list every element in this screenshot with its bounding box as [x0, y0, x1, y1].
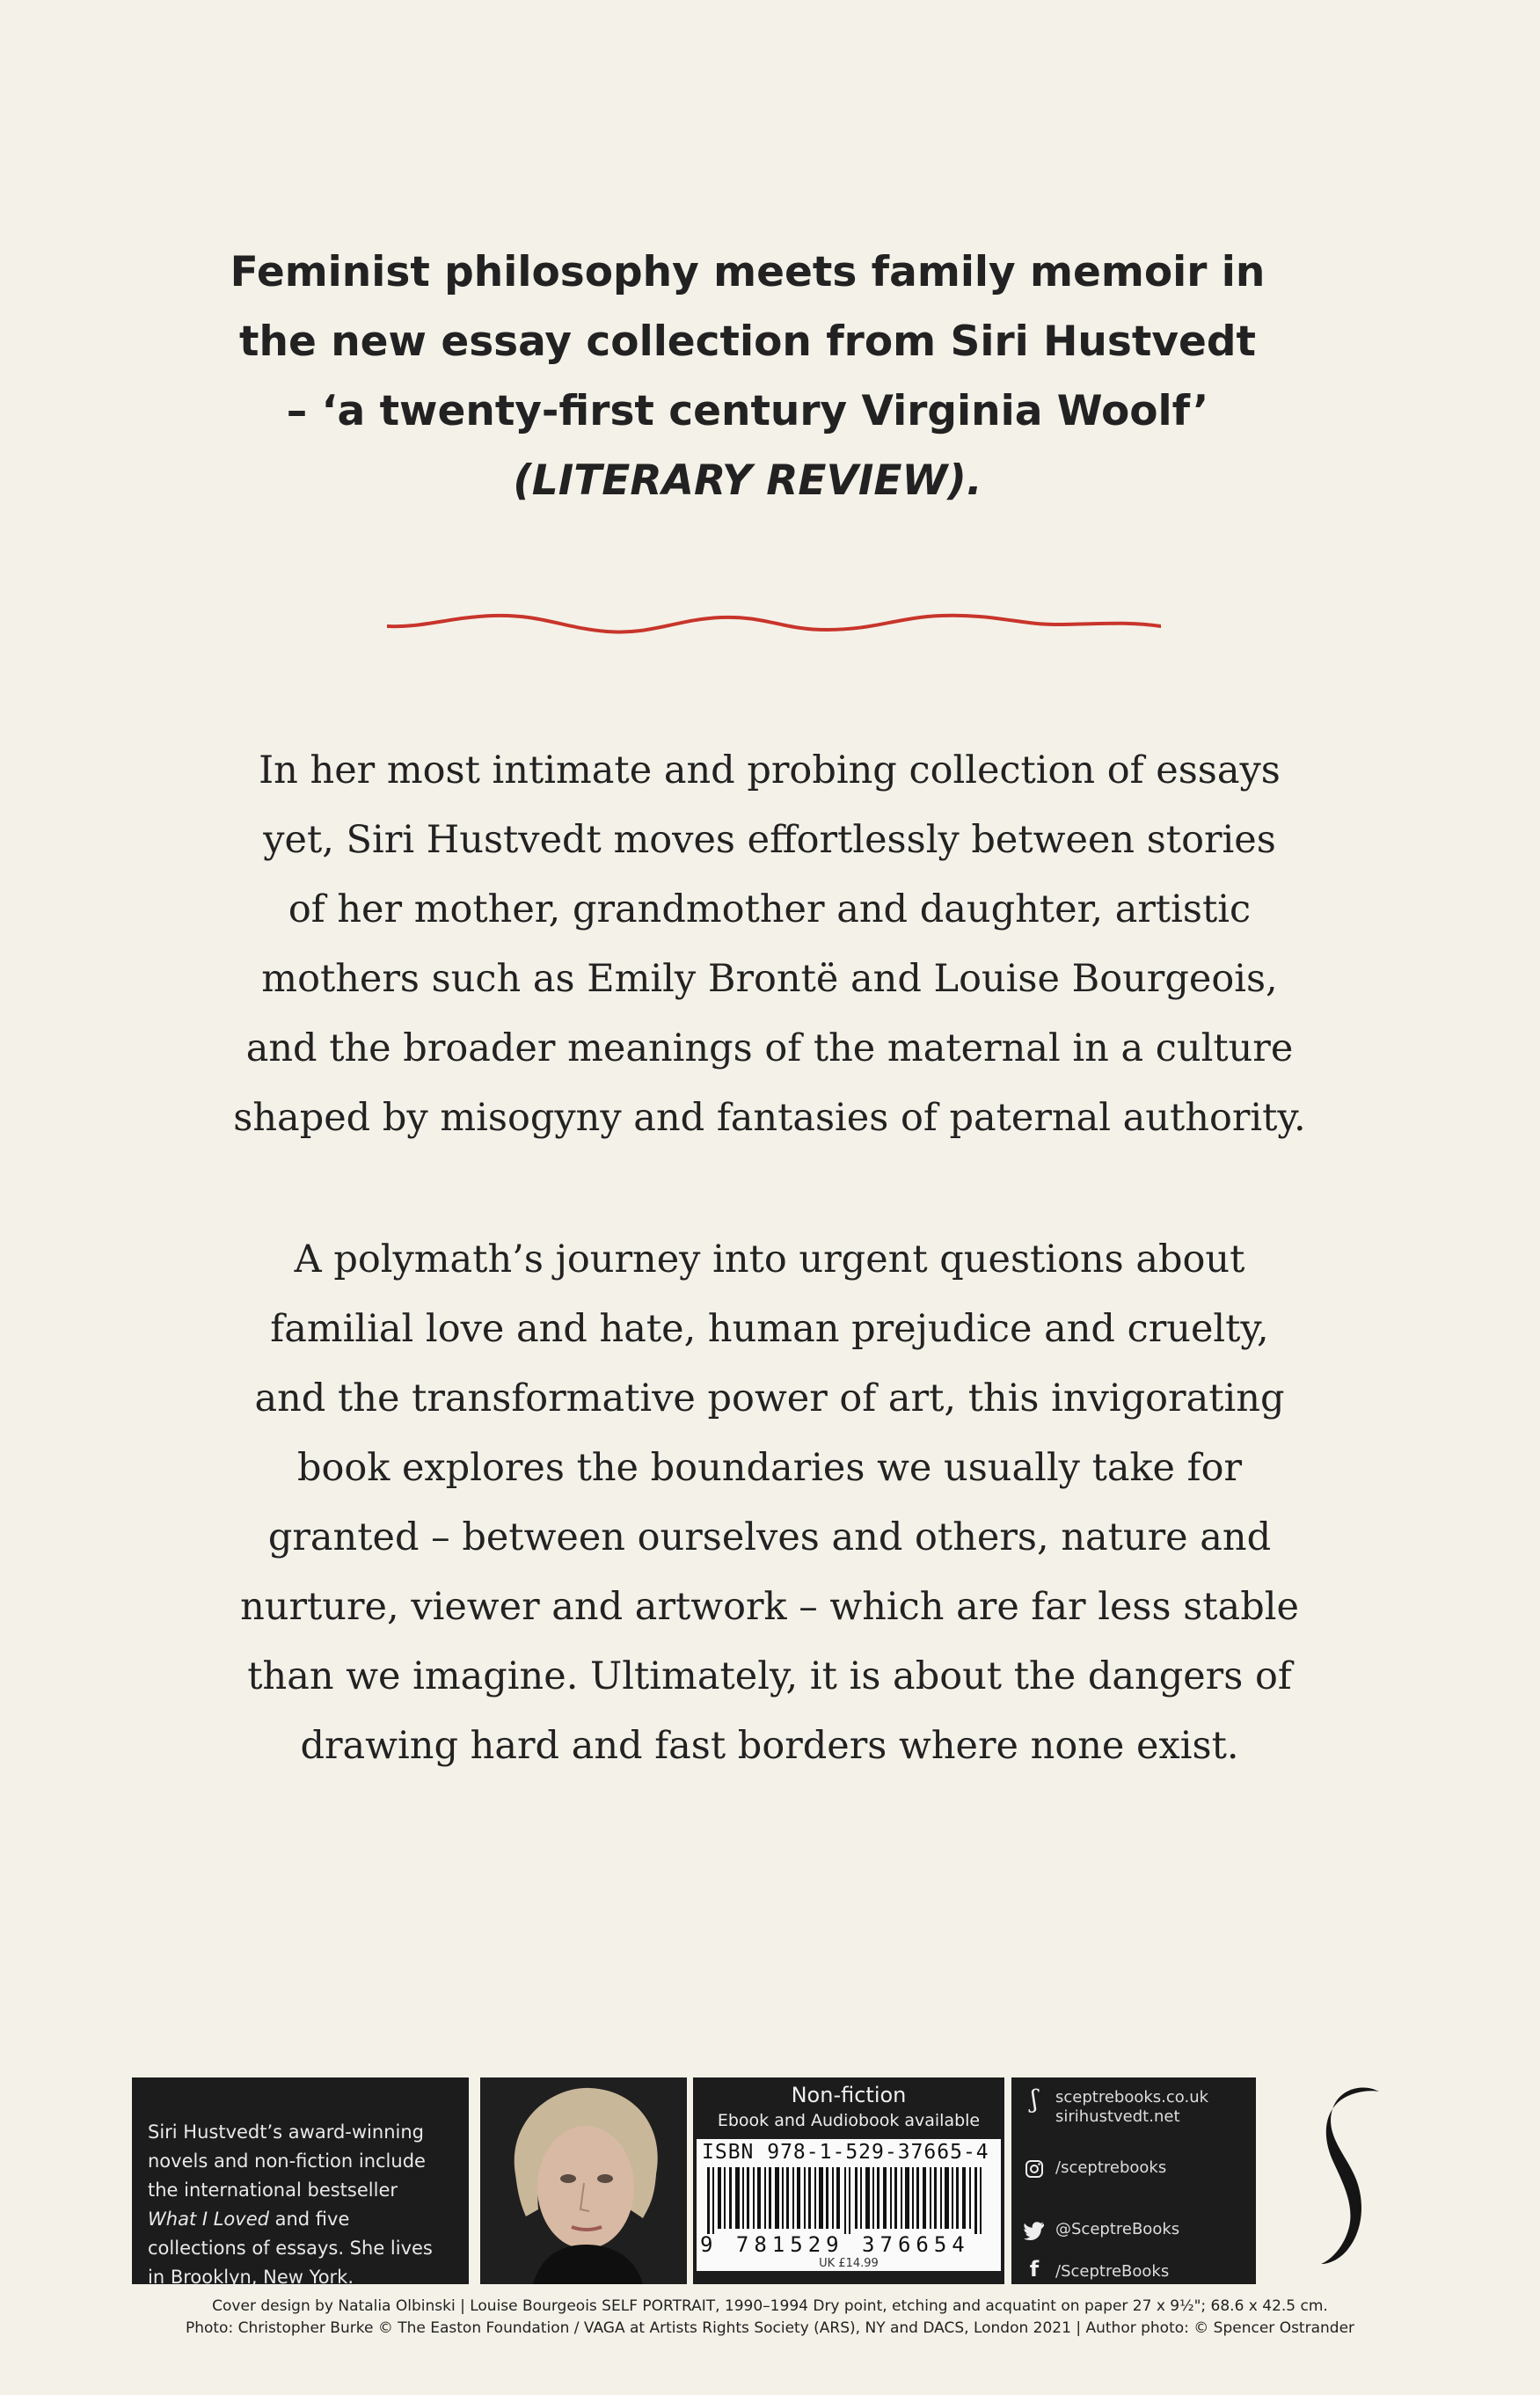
website-link[interactable]: sceptrebooks.co.uk — [1055, 2088, 1209, 2107]
paragraph-line: familial love and hate, human prejudice and cruelty, — [270, 1307, 1269, 1351]
photo-credit: Photo: Christopher Burke © The Easton Foundation / VAGA at Artists Rights Society (ARS), NY and DACS, London 2021 | Author photo: © Spencer Ostrander — [185, 2319, 1355, 2337]
sceptre-logo — [1302, 2076, 1398, 2287]
paragraph-line: than we imagine. Ultimately, it is about the dangers of — [247, 1654, 1292, 1698]
paragraph-line: and the broader meanings of the maternal in a culture — [245, 1026, 1294, 1070]
description-paragraph-2 — [211, 1225, 1328, 1781]
twitter-icon — [1024, 2220, 1045, 2241]
paragraph-line: shaped by misogyny and fantasies of paternal authority. — [233, 1096, 1306, 1140]
website-link[interactable]: sirihustvedt.net — [1055, 2107, 1180, 2126]
paragraph-line: book explores the boundaries we usually take for — [296, 1446, 1243, 1490]
paragraph-line: nurture, viewer and artwork – which are far less stable — [240, 1585, 1299, 1629]
bio-line: collections of essays. She lives — [148, 2238, 433, 2259]
book-title: What I Loved — [148, 2209, 269, 2230]
paragraph-line: A polymath’s journey into urgent questions about — [294, 1238, 1245, 1281]
description-paragraph-1 — [211, 736, 1328, 1153]
isbn-number: ISBN 978-1-529-37665-4 — [702, 2141, 989, 2164]
tagline-line: – ‘a twenty-first century Virginia Woolf’ — [286, 387, 1209, 435]
twitter-handle: @SceptreBooks — [1055, 2220, 1180, 2238]
social-links-panel — [1011, 2077, 1256, 2284]
cover-credit: Cover design by Natalia Olbinski | Louise Bourgeois SELF PORTRAIT, 1990–1994 Dry point, etching and acquatint on paper 27 x 9½"; 68.6 x 42.5 cm. — [212, 2297, 1328, 2315]
author-portrait-image — [480, 2077, 687, 2284]
paragraph-line: yet, Siri Hustvedt moves effortlessly between stories — [263, 818, 1276, 862]
barcode-digits: 9 781529 376654 — [700, 2232, 970, 2257]
barcode-box — [697, 2139, 1001, 2271]
facebook-link[interactable] — [1024, 2259, 1169, 2282]
bio-line: novels and non-fiction include — [148, 2150, 426, 2172]
sceptre-s-icon: ʃ — [1031, 2084, 1038, 2114]
tagline-line: the new essay collection from Siri Hustvedt — [239, 318, 1256, 366]
facebook-handle: /SceptreBooks — [1055, 2262, 1170, 2281]
bio-line: the international bestseller — [148, 2180, 398, 2201]
bio-line: in Brooklyn, New York. — [148, 2267, 354, 2288]
bio-text: and five — [268, 2209, 350, 2230]
tagline-line: Feminist philosophy meets family memoir in — [230, 248, 1266, 296]
barcode-panel — [693, 2077, 1004, 2284]
paragraph-line: and the transformative power of art, this invigorating — [254, 1376, 1285, 1420]
tagline-source: (LITERARY REVIEW). — [513, 456, 982, 505]
paragraph-line: mothers such as Emily Brontë and Louise Bourgeois, — [261, 957, 1278, 1001]
author-bio-text — [148, 2118, 464, 2292]
price-label: UK £14.99 — [819, 2257, 879, 2270]
author-bio-panel — [132, 2077, 469, 2288]
author-photo — [480, 2077, 687, 2284]
paragraph-line: In her most intimate and probing collection of essays — [259, 748, 1281, 792]
barcode-icon — [707, 2167, 990, 2234]
tagline — [220, 237, 1275, 515]
bio-line: Siri Hustvedt’s award-winning — [148, 2121, 424, 2143]
instagram-handle: /sceptrebooks — [1055, 2158, 1167, 2177]
facebook-icon: f — [1029, 2257, 1040, 2282]
formats-label: Ebook and Audiobook available — [717, 2111, 981, 2130]
bio-line-title — [148, 2205, 464, 2234]
category-label: Non-fiction — [791, 2083, 907, 2107]
instagram-icon — [1024, 2158, 1045, 2180]
website-links — [1024, 2084, 1209, 2127]
paragraph-line: drawing hard and fast borders where none exist. — [300, 1724, 1239, 1768]
wavy-divider — [387, 598, 1161, 651]
twitter-link[interactable] — [1024, 2220, 1179, 2241]
instagram-link[interactable] — [1024, 2158, 1166, 2180]
paragraph-line: granted – between ourselves and others, nature and — [267, 1515, 1272, 1559]
paragraph-line: of her mother, grandmother and daughter, artistic — [288, 887, 1252, 931]
